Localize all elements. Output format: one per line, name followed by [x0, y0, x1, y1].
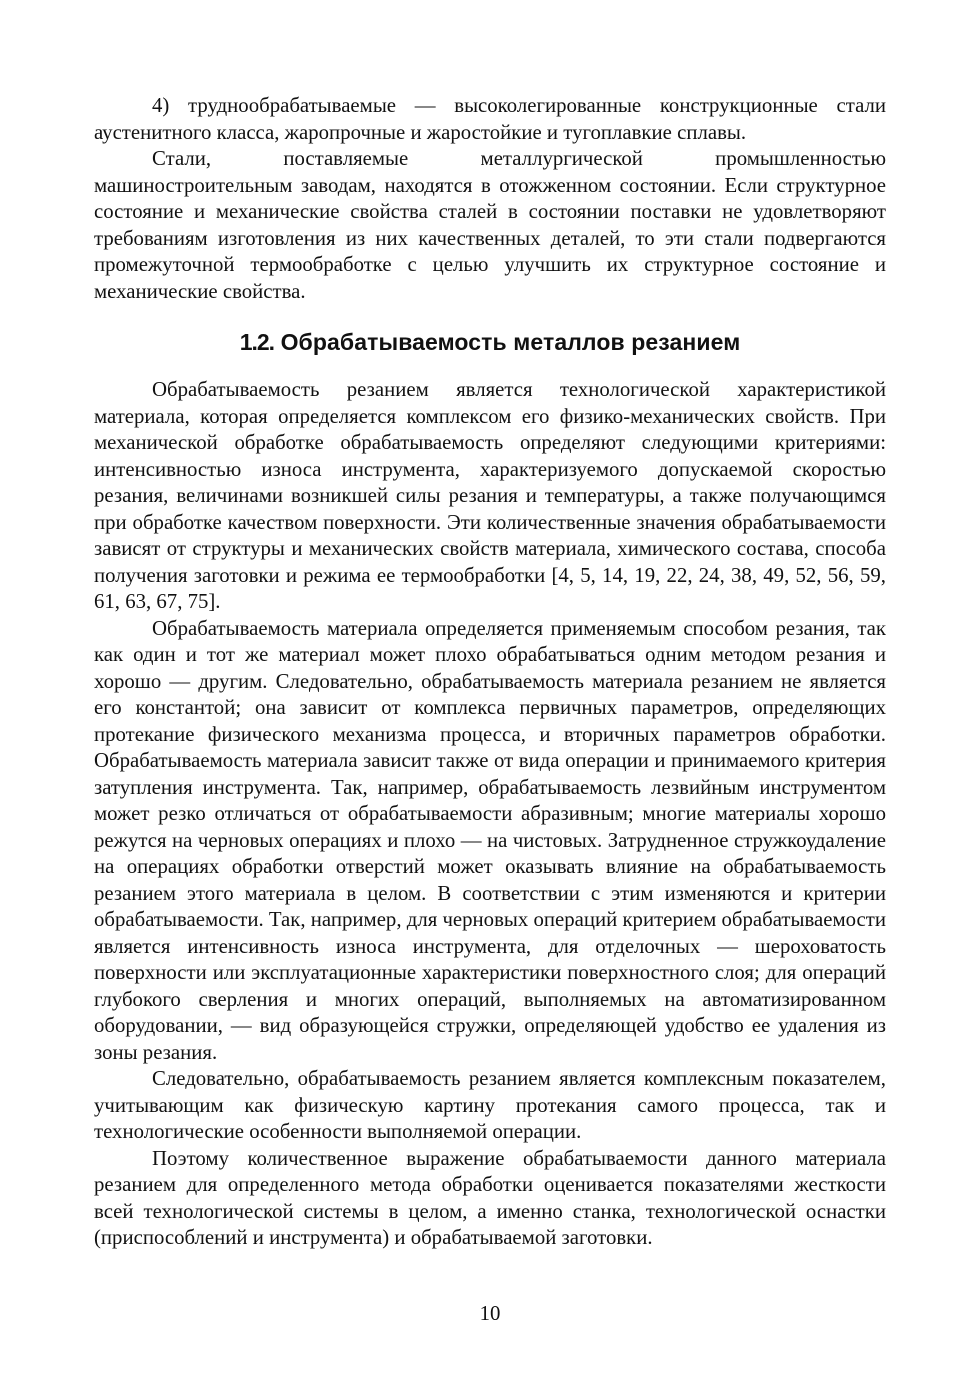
section-number: 1.2. — [239, 329, 275, 355]
paragraph-4: Обрабатываемость материала определяется применяемым способом резания, так как один и тот же материал может плохо обрабатываться одним методом резания и хорошо — другим. Следовательно, обрабатываемость материала резанием не является его константой; она зависит от комплекса первичных параметров, определяющих протекание физического механизма процесса, и вторичных параметров обработки. Обрабатываемость материала зависит также от вида операции и принимаемого критерия затупления инструмента. Так, например, обрабатываемость лезвийным инструментом может резко отличаться от обрабатываемости абразивным; многие материалы хорошо режутся на черновых операциях и плохо — на чистовых. Затрудненное стружкоудаление на операциях обработки отверстий может оказывать влияние на обрабатываемость резанием этого материала в целом. В соответствии с этим изменяются и критерии обрабатываемости. Так, например, для черновых операций критерием обрабатываемости является интенсивность износа инструмента, для отделочных — шероховатость поверхности или эксплуатационные характеристики поверхностного слоя; для операций глубокого сверления и многих операций, выполняемых на автоматизированном оборудовании, — вид образующейся стружки, определяющей удобство ее удаления из зоны резания. — [94, 616, 886, 1064]
page-number: 10 — [479, 1302, 501, 1325]
page-body — [94, 93, 886, 1252]
paragraph-5: Следовательно, обрабатываемость резанием является комплексным показателем, учитывающим как физическую картину протекания самого процесса, так и технологические особенности выполняемой операции. — [94, 1067, 886, 1143]
paragraph-3: Обрабатываемость резанием является технологической характеристикой материала, которая определяется комплексом его физико-механических свойств. При механической обработке обрабатываемость определяют следующими критериями: интенсивностью износа инструмента, характеризуемого допускаемой скоростью резания, величинами возникшей силы резания и температуры, а также получающимся при обработке качеством поверхности. Эти количественные значения обрабатываемости зависят от структуры и механических свойств материала, химического состава, способа получения заготовки и режима ее термообработки [4, 5, 14, 19, 22, 24, 38, 49, 52, 56, 59, 61, 63, 67, 75]. — [94, 378, 886, 613]
paragraph-6: Поэтому количественное выражение обрабатываемости данного материала резанием для определенного метода обработки оценивается показателями жесткости всей технологической системы в целом, а именно станка, технологической оснастки (приспособлений и инструмента) и обрабатываемой заготовки. — [94, 1146, 886, 1249]
section-heading — [94, 327, 886, 357]
section-title: Обрабатываемость металлов резанием — [280, 329, 741, 355]
paragraph-1: 4) труднообрабатываемые — высоколегированные конструкционные стали аустенитного класса, жаропрочные и жаростойкие и тугоплавкие сплавы. — [94, 94, 886, 144]
paragraph-2: Стали, поставляемые металлургической промышленностью машиностроительным заводам, находятся в отожженном состоянии. Если структурное состояние и механические свойства сталей в состоянии поставки не удовлетворяют требованиям изготовления из них качественных деталей, то эти стали подвергаются промежуточной термообработке с целью улучшить их структурное состояние и механические свойства. — [94, 147, 886, 303]
